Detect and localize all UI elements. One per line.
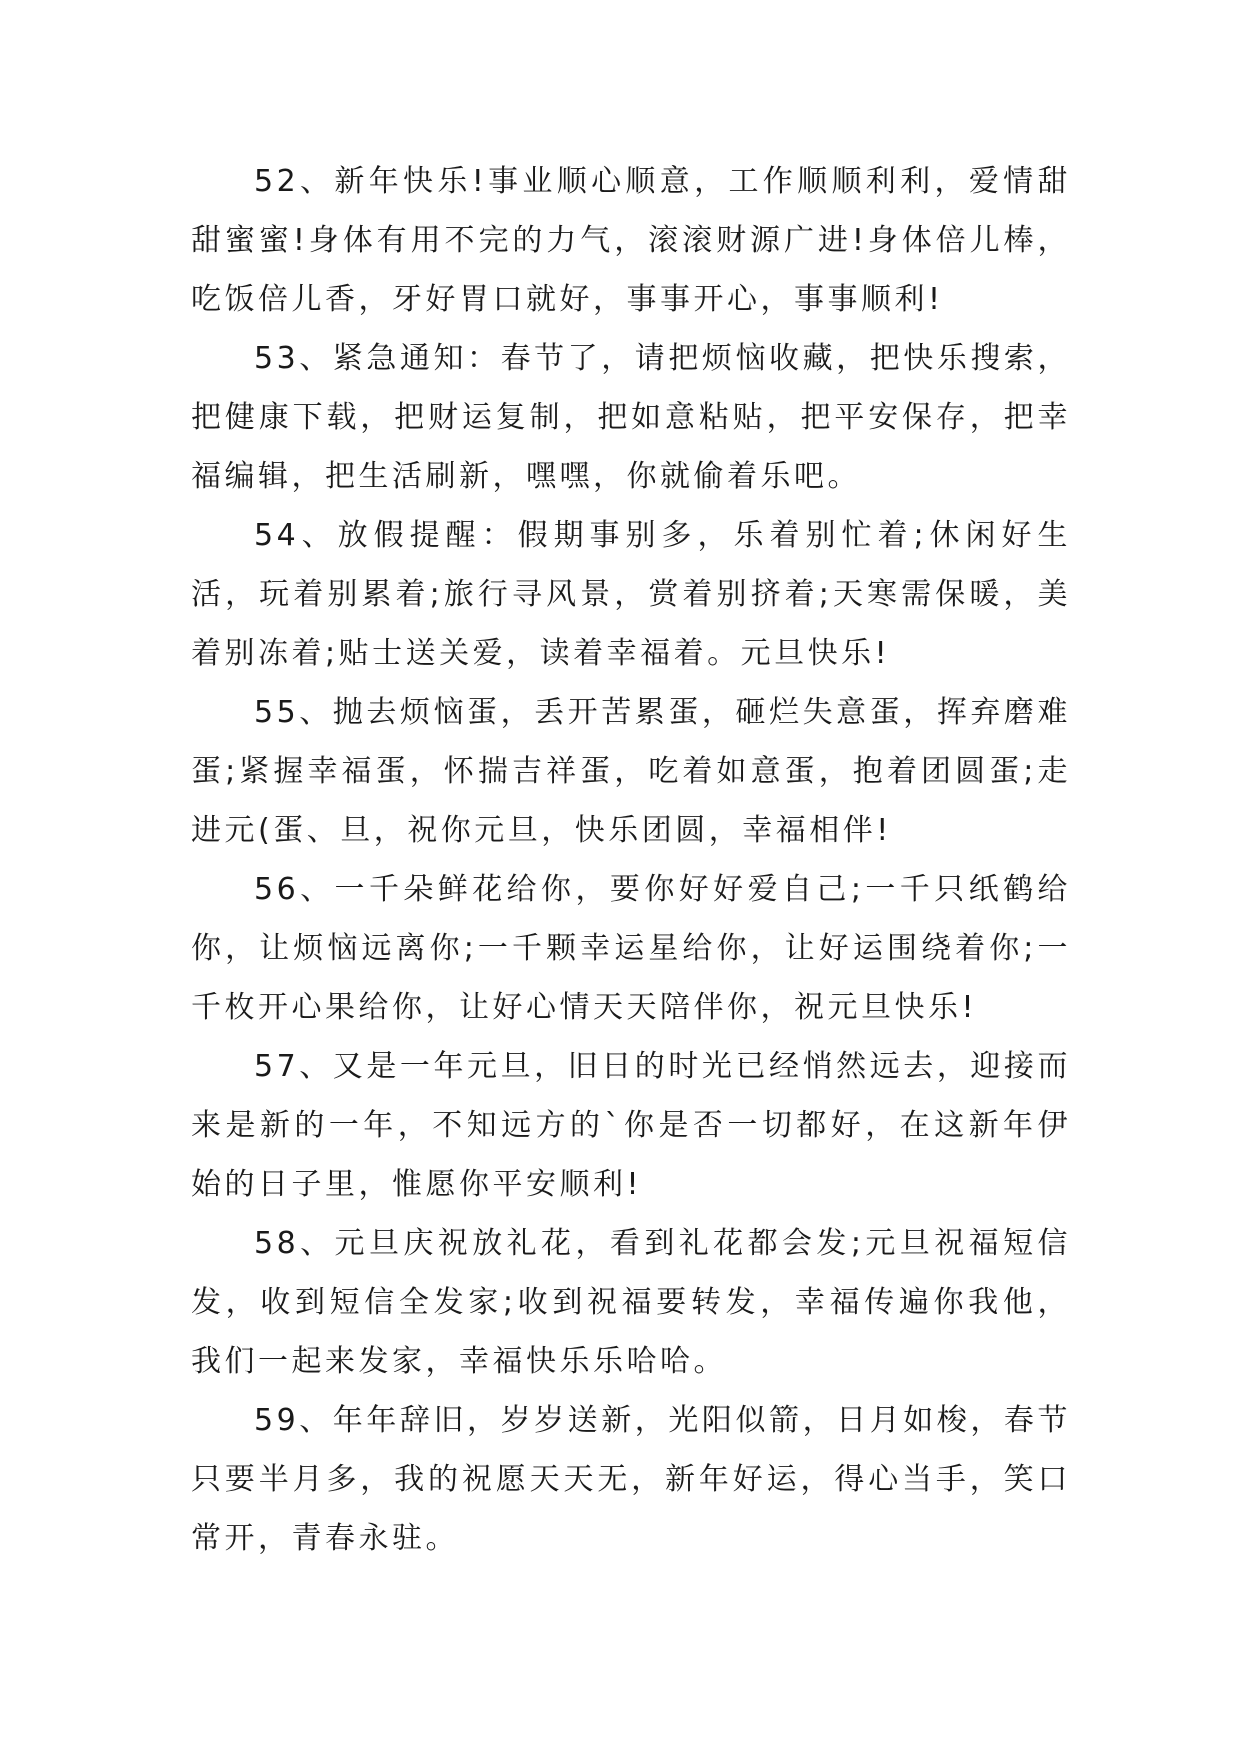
paragraph-54: 54、放假提醒：假期事别多，乐着别忙着;休闲好生活，玩着别累着;旅行寻风景，赏着别挤着;天寒需保暖，美着别冻着;贴士送关爱，读着幸福着。元旦快乐! [191, 518, 1071, 671]
paragraph-58: 58、元旦庆祝放礼花，看到礼花都会发;元旦祝福短信发，收到短信全发家;收到祝福要转发，幸福传遍你我他，我们一起来发家，幸福快乐乐哈哈。 [191, 1226, 1071, 1379]
paragraph-57: 57、又是一年元旦，旧日的时光已经悄然远去，迎接而来是新的一年，不知远方的`你是否一切都好，在这新年伊始的日子里，惟愿你平安顺利! [191, 1049, 1071, 1202]
paragraph-56: 56、一千朵鲜花给你，要你好好爱自己;一千只纸鹤给你，让烦恼远离你;一千颗幸运星给你，让好运围绕着你;一千枚开心果给你，让好心情天天陪伴你，祝元旦快乐! [191, 872, 1071, 1025]
paragraph-55: 55、抛去烦恼蛋，丢开苦累蛋，砸烂失意蛋，挥弃磨难蛋;紧握幸福蛋，怀揣吉祥蛋，吃着如意蛋，抱着团圆蛋;走进元(蛋、旦，祝你元旦，快乐团圆，幸福相伴! [191, 695, 1071, 848]
paragraph-52: 52、新年快乐!事业顺心顺意，工作顺顺利利，爱情甜甜蜜蜜!身体有用不完的力气，滚滚财源广进!身体倍儿棒，吃饭倍儿香，牙好胃口就好，事事开心，事事顺利! [191, 164, 1071, 317]
document-body [191, 152, 1071, 1568]
paragraph-59: 59、年年辞旧，岁岁送新，光阳似箭，日月如梭，春节只要半月多，我的祝愿天天无，新年好运，得心当手，笑口常开，青春永驻。 [191, 1403, 1071, 1556]
paragraph-53: 53、紧急通知：春节了，请把烦恼收藏，把快乐搜索，把健康下载，把财运复制，把如意粘贴，把平安保存，把幸福编辑，把生活刷新，嘿嘿，你就偷着乐吧。 [191, 341, 1071, 494]
